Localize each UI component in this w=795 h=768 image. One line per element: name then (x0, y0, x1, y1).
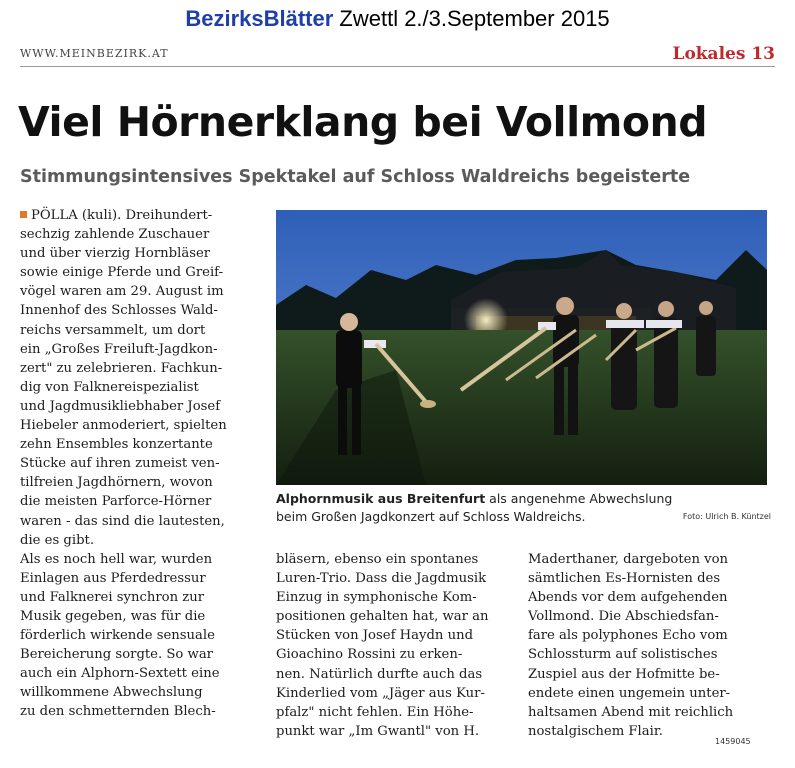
article-text-line: PÖLLA (kuli). Dreihundert- (31, 208, 213, 223)
article-text-line: punkt war „Im Gwantl" von H. (276, 723, 480, 739)
article-photo (276, 210, 767, 485)
article-text-line: die meisten Parforce-Hörner (20, 494, 212, 510)
article-text-line: haltsamen Abend mit reichlich (528, 704, 734, 720)
article-text-line: und Jagdmusikliebhaber Josef (20, 398, 221, 414)
article-text-line: Musik gegeben, was für die (20, 608, 206, 624)
article-text-line: reichs versammelt, um dort (20, 322, 206, 338)
article-text-line: Hiebeler anmoderiert, spielten (20, 418, 227, 434)
website-url: WWW.MEINBEZIRK.AT (20, 47, 169, 60)
article-text-line: Einzug in symphonische Kom- (276, 590, 477, 606)
article-text-line: Schlossturm auf solistisches (528, 647, 718, 663)
article-text-line: und über vierzig Hornbläser (20, 246, 211, 262)
article-column-3 (528, 550, 772, 741)
alphorn-concert-photo (276, 210, 767, 485)
article-text-line: fare als polyphones Echo vom (528, 628, 728, 644)
article-text-line: Abends vor dem aufgehenden (528, 590, 728, 606)
article-text-line: nen. Natürlich durfte auch das (276, 666, 483, 682)
article-text-line: bläsern, ebenso ein spontanes (276, 552, 479, 567)
article-text-line: Einlagen aus Pferdedressur (20, 570, 206, 586)
photo-caption (276, 490, 771, 526)
article-text-line: Stücke auf ihren zumeist ven- (20, 456, 220, 472)
article-text-line: Kinderlied vom „Jäger aus Kur- (276, 685, 485, 701)
article-text-line: Bereicherung sorgte. So war (20, 647, 213, 663)
article-column-1 (20, 206, 263, 722)
article-text-line: Innenhof des Schlosses Wald- (20, 303, 218, 319)
article-text-line: tilfreien Jagdhörnern, wovon (20, 475, 213, 491)
article-text-line: sechzig zahlende Zuschauer (20, 227, 210, 243)
source-line (0, 6, 795, 32)
article-text-line: endete einen ungemein unter- (528, 685, 731, 701)
article-column-2 (276, 550, 512, 741)
article-text-line: auch ein Alphorn-Sextett eine (20, 666, 220, 682)
photo-credit: Foto: Ulrich B. Küntzel (682, 512, 771, 521)
article-text-line: sämtlichen Es-Hornisten des (528, 571, 721, 587)
article-text-line: nostalgischem Flair. (528, 723, 663, 739)
article-text-line: Vollmond. Die Abschiedsfan- (528, 609, 719, 625)
article-text-line: Als es noch hell war, wurden (20, 551, 213, 567)
article-text-line: dig von Falknereispezialist (20, 379, 199, 395)
article-text-line: die es gibt. (20, 532, 95, 548)
section-page-label: Lokales 13 (672, 44, 775, 64)
article-text-line: Gioachino Rossini zu erken- (276, 647, 463, 663)
article-text-line: willkommene Abwechslung (20, 685, 203, 701)
article-text-line: positionen gehalten hat, war an (276, 609, 489, 625)
article-text-line: pfalz" nicht fehlen. Ein Höhe- (276, 704, 474, 720)
caption-title: Alphornmusik aus Breitenfurt (276, 491, 486, 506)
article-text-line: sowie einige Pferde und Greif- (20, 265, 224, 281)
header-divider (20, 66, 775, 67)
article-text-line: zert" zu zelebrieren. Fachkun- (20, 360, 223, 376)
article-text-line: ein „Großes Freiluft-Jagdkon- (20, 341, 218, 357)
bullet-marker-icon (20, 211, 27, 218)
article-headline: Viel Hörnerklang bei Vollmond (18, 98, 708, 146)
caption-text: als angenehme Abwechslung (485, 491, 673, 506)
edition-date: Zwettl 2./3.September 2015 (339, 6, 610, 31)
article-text-line: und Falknerei synchron zur (20, 589, 205, 605)
article-text-line: Maderthaner, dargeboten von (528, 552, 729, 567)
article-text-line: zu den schmetternden Blech- (20, 704, 216, 720)
article-text-line: waren - das sind die lautesten, (20, 513, 225, 529)
article-text-line: zehn Ensembles konzertante (20, 437, 213, 453)
caption-text-line2: beim Großen Jagdkonzert auf Schloss Waldreichs. (276, 509, 586, 524)
article-text-line: Zuspiel aus der Hofmitte be- (528, 666, 720, 682)
article-text-line: Stücken von Josef Haydn und (276, 628, 474, 644)
article-id: 1459045 (715, 737, 751, 746)
article-subheadline: Stimmungsintensives Spektakel auf Schloss Waldreichs begeisterte (20, 167, 691, 187)
newspaper-brand: BezirksBlätter (185, 6, 334, 31)
article-text-line: vögel waren am 29. August im (20, 284, 224, 300)
article-text-line: förderlich wirkende sensuale (20, 628, 215, 644)
article-text-line: Luren-Trio. Dass die Jagdmusik (276, 571, 487, 587)
